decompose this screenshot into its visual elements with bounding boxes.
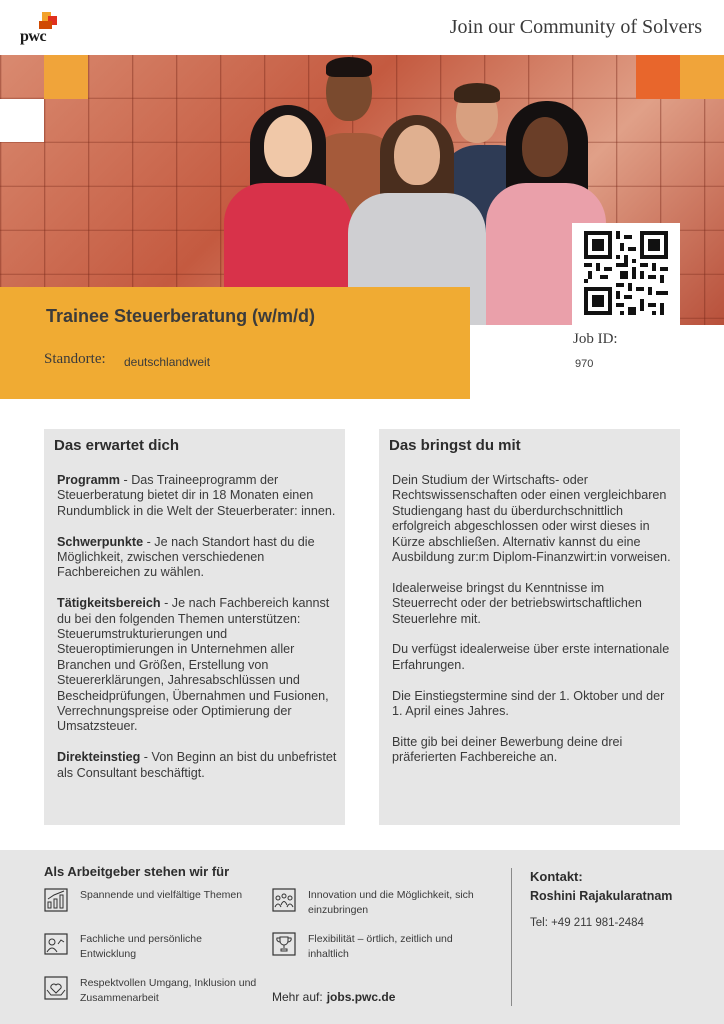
location-label: Standorte:: [44, 351, 106, 367]
contact-heading: Kontakt:: [530, 869, 583, 884]
tagline: Join our Community of Solvers: [449, 16, 702, 38]
more-label: Mehr auf:: [272, 990, 323, 1004]
requirement-paragraph: Bitte gib bei deiner Bewerbung deine drei präferierten Fachbereiche an.: [392, 734, 623, 765]
expectation-term: Tätigkeitsbereich: [57, 596, 161, 611]
requirements-heading: Das bringst du mit: [389, 437, 521, 454]
careers-link[interactable]: jobs.pwc.de: [326, 990, 396, 1004]
footer-divider: [511, 868, 512, 1006]
benefit-text: Spannende und vielfältige Themen: [80, 889, 243, 901]
benefit-text: Respektvollen Umgang, Inklusion und Zusammenarbeit: [80, 977, 257, 1004]
more-info: [272, 990, 395, 1004]
benefit-text: Fachliche und persönliche Entwicklung: [80, 933, 202, 960]
expectations-panel: [44, 429, 345, 825]
expectation-text: - Von Beginn an bist du unbefristet als Consultant beschäftigt.: [57, 750, 337, 780]
logo-wordmark: pwc: [20, 28, 47, 45]
expectation-term: Schwerpunkte: [57, 534, 144, 549]
requirement-paragraph: Die Einstiegstermine sind der 1. Oktober und der 1. April eines Jahres.: [392, 688, 665, 719]
job-title: Trainee Steuerberatung (w/m/d): [46, 306, 316, 326]
job-id-value: 970: [575, 358, 594, 370]
job-title-block: [0, 287, 470, 399]
personal-development-icon: [44, 932, 68, 956]
expectations-body: [57, 473, 337, 796]
expectation-item: [57, 473, 337, 519]
expectation-term: Direkteinstieg: [57, 750, 141, 765]
contact-phone[interactable]: Tel: +49 211 981-2484: [530, 917, 644, 929]
benefit-text: Innovation und die Möglichkeit, sich einzubringen: [308, 889, 474, 916]
expectation-item: [57, 596, 337, 735]
team-idea-icon: [272, 888, 296, 912]
requirement-paragraph: Dein Studium der Wirtschafts- oder Rechtswissenschaften oder einen vergleichbaren Studiengang hast du überdurchschnittlich erfolgreich abgeschlossen oder wirst dieses in Kürze abschließen. Alternativ kannst du eine Ausbildung zur:m Diplom-Finanzwirt:in vorweisen.: [392, 473, 671, 565]
handshake-heart-icon: [44, 976, 68, 1000]
requirement-paragraph: Du verfügst idealerweise über erste internationale Erfahrungen.: [392, 642, 670, 672]
requirement-paragraph: Idealerweise bringst du Kenntnisse im Steuerrecht oder der betriebswirtschaftlichen Steuerlehre mit.: [392, 580, 642, 626]
expectation-text: - Je nach Standort hast du die Möglichkeit, zwischen verschiedenen Fachbereichen zu wählen.: [57, 534, 315, 580]
expectations-heading: Das erwartet dich: [54, 437, 180, 454]
expectation-item: [57, 535, 337, 581]
deco-square: [0, 99, 44, 142]
job-id-label: Job ID:: [573, 331, 618, 347]
location-value: deutschlandweit: [124, 355, 211, 369]
pwc-logo[interactable]: [20, 12, 64, 46]
qr-code-icon: [584, 231, 668, 315]
expectation-item: [57, 750, 337, 781]
contact-name: Roshini Rajakularatnam: [530, 889, 673, 903]
deco-square: [636, 55, 680, 99]
header: [0, 0, 724, 55]
employer-footer: [0, 850, 724, 1024]
deco-square: [680, 55, 724, 99]
expectation-text: - Das Traineeprogramm der Steuerberatung bietet dir in 18 Monaten einen Rundumblick in die Welt der Steuerberater: innen.: [57, 473, 336, 518]
footer-heading: Als Arbeitgeber stehen wir für: [44, 864, 230, 879]
trophy-icon: [272, 932, 296, 956]
requirements-body: [392, 473, 672, 781]
benefit-text: Flexibilität – örtlich, zeitlich und inhaltlich: [308, 933, 453, 960]
qr-code[interactable]: [572, 223, 680, 327]
deco-square: [44, 55, 88, 99]
requirements-panel: [379, 429, 680, 825]
chart-growth-icon: [44, 888, 68, 912]
expectation-term: Programm: [57, 473, 120, 487]
expectation-text: - Je nach Fachbereich kannst du bei den folgenden Themen unterstützen: Steuerumstrukturierungen und Steueroptimierungen in Unternehmen aller Branchen und Größen, Erstellung von Steuererklärungen, Jahresabschlüssen und Bescheidprüfungen, Übernahmen und Fusionen, Verrechnungspreise oder Optimierung der Umsatzsteuer.: [57, 596, 330, 734]
